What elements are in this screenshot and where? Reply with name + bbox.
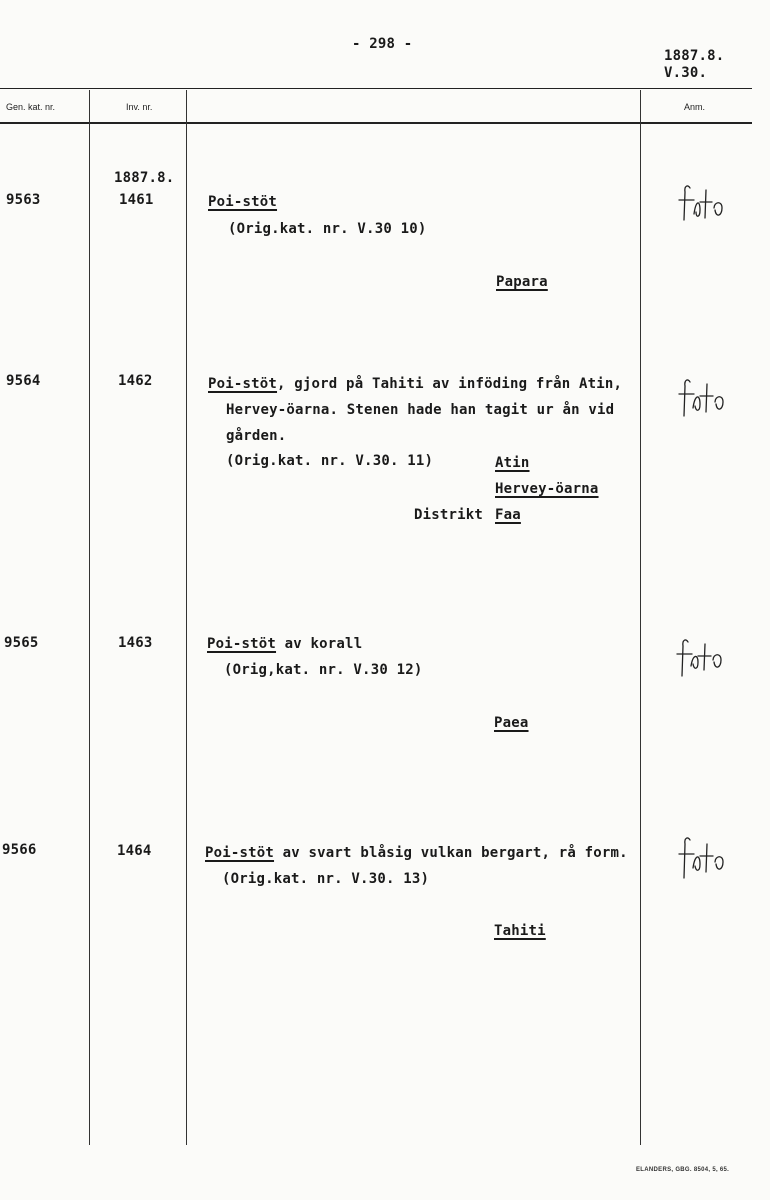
entry-title-line <box>205 845 628 861</box>
signature-foto <box>676 832 732 886</box>
printer-imprint: ELANDERS, GBG. 8504, 5, 65. <box>636 1167 730 1173</box>
entry-title: Poi-stöt <box>205 845 275 861</box>
entry-title-line <box>208 194 277 210</box>
entry-title: Poi-stöt <box>207 636 277 652</box>
entry-gen-kat-nr: 9563 <box>6 192 41 208</box>
entry-inv-nr: 1463 <box>118 635 153 651</box>
entry-inv-nr: 1462 <box>118 373 153 389</box>
entry-place: Paea <box>494 715 529 731</box>
catalog-year-label: 1887.8. <box>664 48 725 64</box>
column-header-anm: Anm. <box>684 102 706 112</box>
signature-foto <box>674 632 730 682</box>
entry-title: Poi-stöt <box>208 194 278 210</box>
entry-orig-kat: (Orig.kat. nr. V.30 10) <box>228 221 427 237</box>
entry-description-line: Hervey-öarna. Stenen hade han tagit ur ån vid <box>226 402 615 418</box>
entry-place: Hervey-öarna <box>495 481 599 497</box>
column-header-inv-nr: Inv. nr. <box>126 102 153 112</box>
column-header-gen-kat-nr: Gen. kat. nr. <box>6 102 56 112</box>
signature-foto <box>676 372 732 422</box>
entry-title-line <box>207 636 362 652</box>
entry-title-rest: av korall <box>276 636 363 652</box>
entry-title: Poi-stöt <box>208 376 278 392</box>
entry-place: Atin <box>495 455 530 471</box>
entry-title-rest: , gjord på Tahiti av inföding från Atin, <box>277 376 623 392</box>
entry-place: Papara <box>496 274 548 290</box>
entry-gen-kat-nr: 9565 <box>4 635 39 651</box>
entry-inv-nr: 1464 <box>117 843 152 859</box>
entry-orig-kat: (Orig.kat. nr. V.30. 13) <box>222 871 430 887</box>
entry-orig-kat: (Orig.kat. nr. V.30. 11) <box>226 453 434 469</box>
entry-place: Tahiti <box>494 923 546 939</box>
entry-district: Faa <box>495 507 521 523</box>
signature-foto <box>676 180 732 230</box>
inv-group-header: 1887.8. <box>114 170 175 186</box>
entry-description-line: gården. <box>226 428 287 444</box>
entry-title-line <box>208 376 622 392</box>
column-divider-2 <box>186 90 187 1145</box>
column-divider-1 <box>89 90 90 1145</box>
entry-district-label: Distrikt <box>414 507 484 523</box>
catalog-volume-label: V.30. <box>664 65 708 81</box>
header-top-rule <box>0 88 752 89</box>
page-number: - 298 - <box>352 36 413 52</box>
entry-orig-kat: (Orig,kat. nr. V.30 12) <box>224 662 423 678</box>
column-divider-3 <box>640 90 641 1145</box>
entry-inv-nr: 1461 <box>119 192 154 208</box>
entry-gen-kat-nr: 9564 <box>6 373 41 389</box>
entry-gen-kat-nr: 9566 <box>2 842 37 858</box>
entry-title-rest: av svart blåsig vulkan bergart, rå form. <box>274 845 628 861</box>
